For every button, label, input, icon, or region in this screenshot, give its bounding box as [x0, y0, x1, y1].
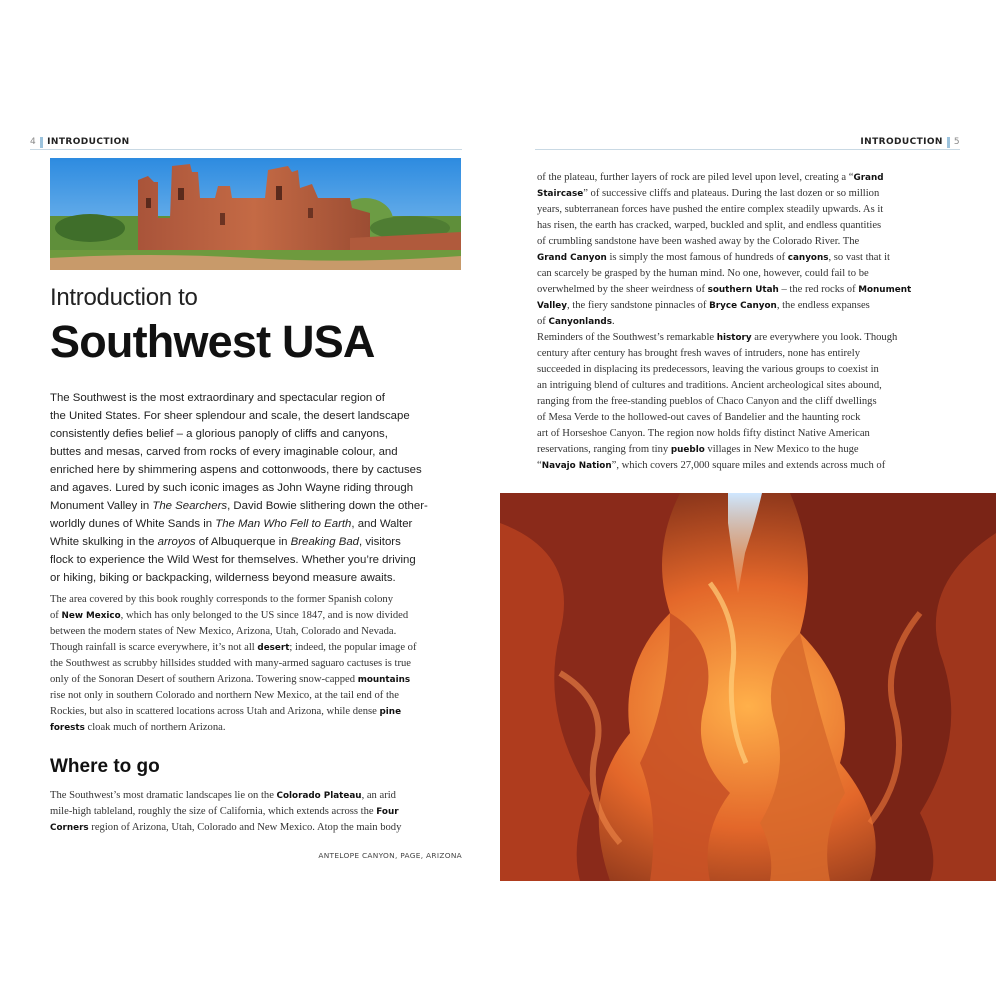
bold-keyword: pueblo	[670, 445, 705, 455]
body-line: Grand Canyon is simply the most famous of hundreds of canyons, so vast that it	[537, 252, 890, 263]
body-line: has risen, the earth has cracked, warped, buckled and split, and endless quantities	[537, 220, 882, 231]
bold-keyword: canyons	[787, 253, 829, 263]
lead-line: and agaves. Lured by such iconic images as John Wayne riding through	[50, 482, 414, 494]
bold-keyword: Four	[376, 807, 399, 817]
section-heading-where-to-go: Where to go	[50, 756, 160, 777]
antelope-canyon-photo	[500, 493, 996, 881]
bold-keyword: Monument	[858, 285, 912, 295]
lead-line: flock to experience the Wild West for themselves. Whether you’re driving	[50, 554, 416, 566]
body-line: art of Horseshoe Canyon. The region now holds fifty distinct Native American	[537, 428, 870, 439]
lead-line: White skulking in the arroyos of Albuquerque in Breaking Bad, visitors	[50, 536, 401, 548]
running-head-section: INTRODUCTION	[47, 137, 130, 147]
lead-line: worldly dunes of White Sands in The Man Who Fell to Earth, and Walter	[50, 518, 413, 530]
body-line: The area covered by this book roughly corresponds to the former Spanish colony	[50, 594, 394, 605]
italic-title: Breaking Bad	[290, 536, 360, 548]
bold-keyword: Canyonlands	[548, 317, 612, 327]
lead-line: Monument Valley in The Searchers, David Bowie slithering down the other-	[50, 500, 428, 512]
bold-keyword: Navajo Nation	[541, 461, 612, 471]
body-line: an intriguing blend of cultures and traditions. Ancient archeological sites abound,	[537, 380, 882, 391]
italic-title: The Man Who Fell to Earth	[215, 518, 352, 530]
lead-paragraph	[50, 389, 463, 587]
pueblo-ruins-photo	[50, 158, 461, 270]
body-line: Corners region of Arizona, Utah, Colorado and New Mexico. Atop the main body	[50, 822, 402, 833]
bold-keyword: New Mexico	[61, 611, 121, 621]
lead-line: enriched here by shimmering aspens and cottonwoods, there by cactuses	[50, 464, 422, 476]
bold-keyword: Bryce Canyon	[709, 301, 777, 311]
lead-line: buttes and mesas, carved from rocks of every imaginable colour, and	[50, 446, 398, 458]
bold-keyword: history	[716, 333, 752, 343]
body-line: can scarcely be grasped by the human mind. No one, however, could fail to be	[537, 268, 869, 279]
body-line: of Canyonlands.	[537, 316, 615, 327]
bold-keyword: Corners	[50, 823, 89, 833]
bold-keyword: Valley	[537, 301, 567, 311]
lead-line: The Southwest is the most extraordinary and spectacular region of	[50, 392, 385, 404]
body-line: rise not only in southern Colorado and northern New Mexico, at the tail end of the	[50, 690, 399, 701]
body-line: Rockies, but also in scattered locations across Utah and Arizona, while dense pine	[50, 706, 402, 717]
running-head-left	[30, 135, 130, 149]
body-line: The Southwest’s most dramatic landscapes lie on the Colorado Plateau, an arid	[50, 790, 396, 801]
bold-keyword: Grand	[853, 173, 884, 183]
body-line: between the modern states of New Mexico, Arizona, Utah, Colorado and Nevada.	[50, 626, 397, 637]
body-line: “Navajo Nation”, which covers 27,000 square miles and extends across much of	[537, 460, 886, 471]
bold-keyword: Grand Canyon	[537, 253, 607, 263]
photo-caption: ANTELOPE CANYON, PAGE, ARIZONA	[318, 851, 462, 860]
body-line: of New Mexico, which has only belonged to the US since 1847, and is now divided	[50, 610, 409, 621]
body-paragraph-right	[537, 170, 962, 474]
bold-keyword: southern Utah	[707, 285, 779, 295]
running-head-rule-right	[535, 149, 960, 150]
running-head-bar	[40, 137, 43, 148]
bold-keyword: Staircase	[537, 189, 584, 199]
bold-keyword: desert	[257, 643, 290, 653]
body-line: years, subterranean forces have pushed the entire complex steadily upwards. As it	[537, 204, 884, 215]
body-line: of Mesa Verde to the hollowed-out caves of Bandelier and the haunting rock	[537, 412, 861, 423]
body-line: reservations, ranging from tiny pueblo villages in New Mexico to the huge	[537, 444, 859, 455]
body-line: century after century has brought fresh waves of intruders, none has entirely	[537, 348, 860, 359]
body-line: Though rainfall is scarce everywhere, it’s not all desert; indeed, the popular image of	[50, 642, 417, 653]
bold-keyword: mountains	[357, 675, 411, 685]
bold-keyword: forests	[50, 723, 85, 733]
body-line: Valley, the fiery sandstone pinnacles of Bryce Canyon, the endless expanses	[537, 300, 870, 311]
body-line: of crumbling sandstone have been washed away by the Colorado River. The	[537, 236, 860, 247]
page-number-left: 4	[30, 137, 37, 147]
body-line: Staircase” of successive cliffs and plateaus. During the last dozen or so million	[537, 188, 880, 199]
italic-title: arroyos	[157, 536, 196, 548]
running-head-rule-left	[30, 149, 462, 150]
page-number-right: 5	[953, 137, 960, 147]
running-head-bar	[947, 137, 950, 148]
body-line: the Southwest as scrubby hillsides studded with many-armed saguaro cactuses is true	[50, 658, 411, 669]
body-paragraph-left	[50, 592, 465, 736]
italic-title: The Searchers	[152, 500, 228, 512]
body-line: Reminders of the Southwest’s remarkable history are everywhere you look. Though	[537, 332, 898, 343]
body-line: only of the Sonoran Desert of southern Arizona. Towering snow-capped mountains	[50, 674, 411, 685]
running-head-section: INTRODUCTION	[860, 137, 943, 147]
bold-keyword: pine	[379, 707, 402, 717]
body-line: ranging from the free-standing pueblos of Chaco Canyon and the cliff dwellings	[537, 396, 877, 407]
body-line: forests cloak much of northern Arizona.	[50, 722, 226, 733]
lead-line: consistently defies belief – a glorious panoply of cliffs and canyons,	[50, 428, 388, 440]
body-line: overwhelmed by the sheer weirdness of southern Utah – the red rocks of Monument	[537, 284, 912, 295]
body-line: mile-high tableland, roughly the size of California, which extends across the Four	[50, 806, 399, 817]
lead-line: the United States. For sheer splendour and scale, the desert landscape	[50, 410, 410, 422]
page-title-kicker: Introduction to	[50, 284, 198, 311]
running-head-right	[860, 135, 960, 149]
bold-keyword: Colorado Plateau	[276, 791, 362, 801]
page-title: Southwest USA	[50, 316, 375, 367]
body-line: of the plateau, further layers of rock are piled level upon level, creating a “Grand	[537, 172, 884, 183]
lead-line: or hiking, biking or backpacking, wilderness beyond measure awaits.	[50, 572, 396, 584]
body-line: succeeded in displacing its predecessors, leaving the various groups to coexist in	[537, 364, 879, 375]
where-to-go-paragraph	[50, 788, 465, 836]
